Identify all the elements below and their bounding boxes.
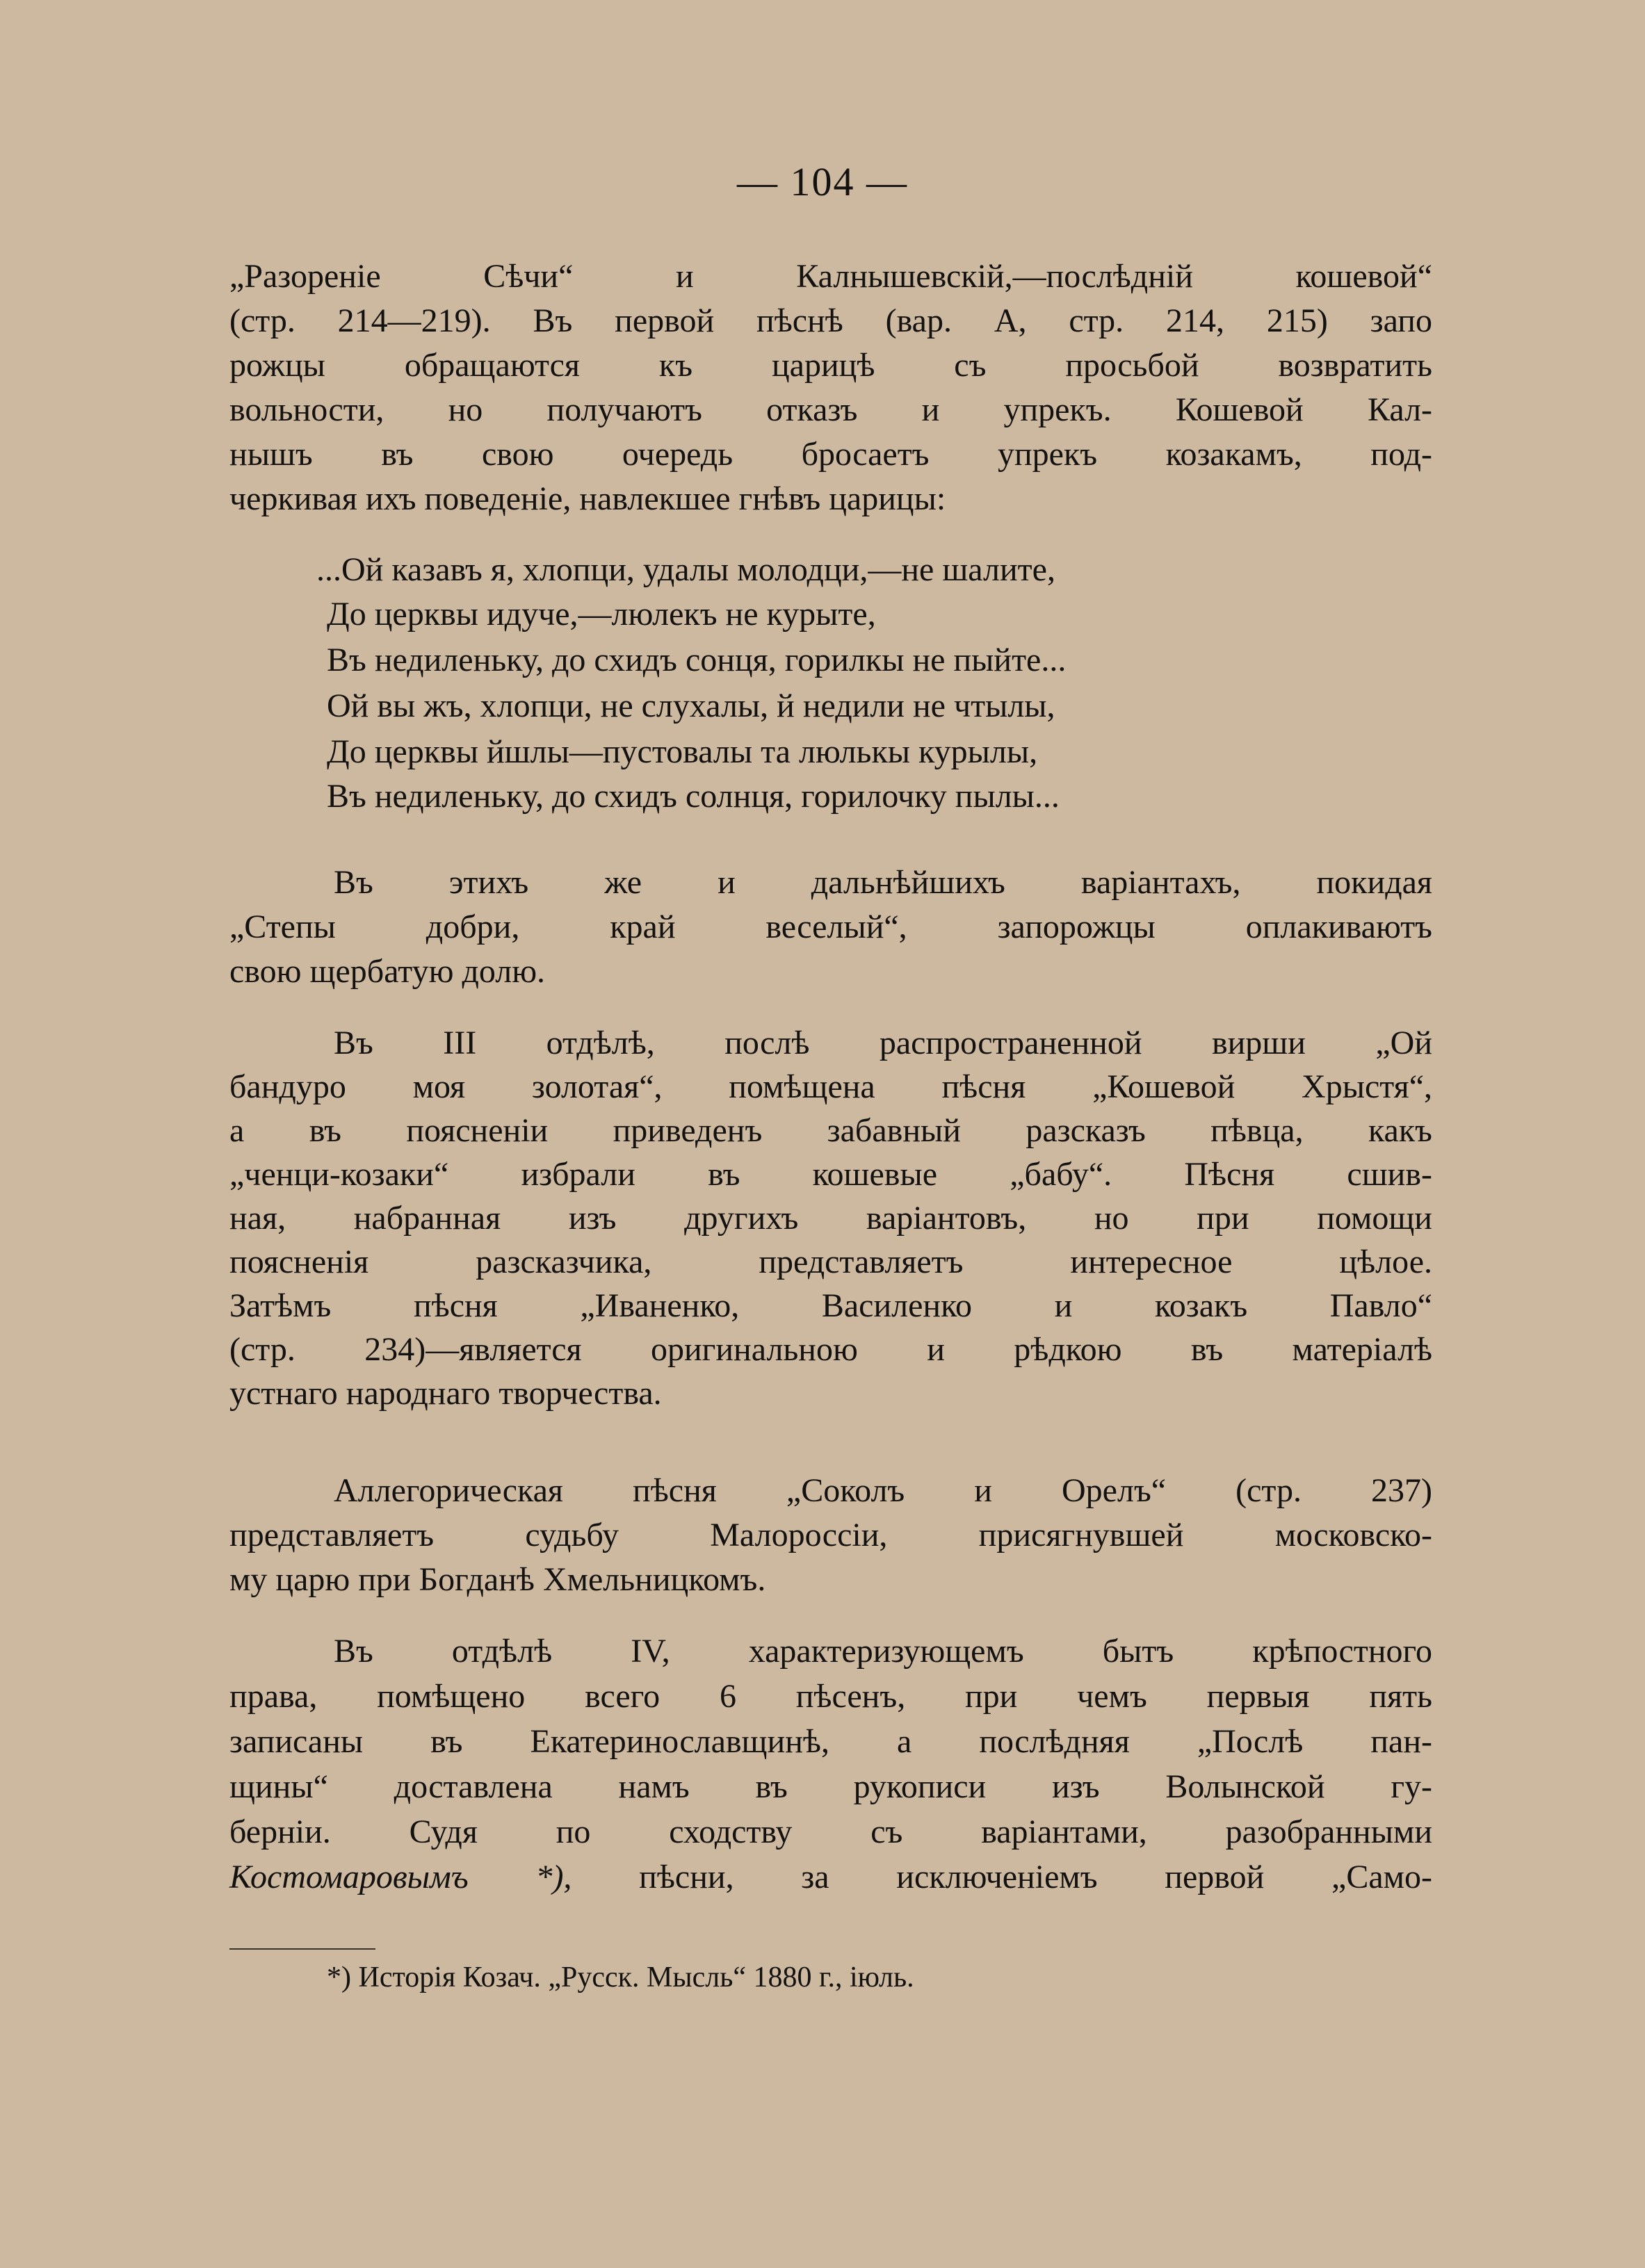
text-line: нышъ въ свою очередь бросаетъ упрекъ козакамъ, под- xyxy=(229,436,1432,473)
text-line: Въ этихъ же и дальнѣйшихъ варіантахъ, покидая xyxy=(334,864,1432,901)
text-line: Затѣмъ пѣсня „Иваненко, Василенко и козакъ Павло“ xyxy=(229,1287,1432,1324)
text-line: му царю при Богданѣ Хмельницкомъ. xyxy=(229,1561,766,1598)
text-line: „ченци-козаки“ избрали въ кошевые „бабу“. Пѣсня сшив- xyxy=(229,1156,1432,1193)
text-line: черкивая ихъ поведеніе, навлекшее гнѣвъ царицы: xyxy=(229,480,946,517)
text-line: ная, набранная изъ другихъ варіантовъ, но при помощи xyxy=(229,1200,1432,1237)
text-line: записаны въ Екатеринославщинѣ, а послѣдняя „Послѣ пан- xyxy=(229,1723,1432,1760)
author-name-italic: Костомаровымъ xyxy=(229,1859,469,1895)
footnote-mark: *), xyxy=(468,1859,572,1895)
text-line: берніи. Судя по сходству съ варіантами, разобранными xyxy=(229,1813,1432,1850)
text-line: устнаго народнаго творчества. xyxy=(229,1375,662,1412)
verse-line: До церквы йшлы—пустовалы та люлькы курылы, xyxy=(327,733,1038,770)
footnote: *) Исторія Козач. „Русск. Мысль“ 1880 г., іюль. xyxy=(327,1961,914,1993)
text-line: Въ отдѣлѣ IV, характеризующемъ бытъ крѣпостного xyxy=(334,1633,1432,1670)
verse-line: Въ недиленьку, до схидъ солнця, горилочку пылы... xyxy=(327,778,1060,815)
text-line: рожцы обращаются къ царицѣ съ просьбой возвратить xyxy=(229,347,1432,384)
text-line: свою щербатую долю. xyxy=(229,953,546,990)
text-line: (стр. 234)—является оригинальною и рѣдкою въ матеріалѣ xyxy=(229,1331,1432,1368)
text-line: представляетъ судьбу Малороссіи, присягнувшей московско- xyxy=(229,1517,1432,1553)
verse-line: До церквы идуче,—люлекъ не курыте, xyxy=(327,596,876,633)
verse-line: Ой вы жъ, хлопци, не слухалы, й недили не чтылы, xyxy=(327,687,1055,724)
text-line: „Степы добри, край веселый“, запорожцы оплакиваютъ xyxy=(229,908,1432,945)
verse-line: Въ недиленьку, до схидъ сонця, горилкы не пыйте... xyxy=(327,642,1067,678)
text-line: Въ III отдѣлѣ, послѣ распространенной вирши „Ой xyxy=(334,1025,1432,1061)
text-line-rest: пѣсни, за исключеніемъ первой „Само- xyxy=(572,1859,1433,1895)
text-line: бандуро моя золотая“, помѣщена пѣсня „Кошевой Хрыстя“, xyxy=(229,1068,1432,1105)
text-line: Аллегорическая пѣсня „Соколъ и Орелъ“ (стр. 237) xyxy=(334,1472,1432,1509)
page-number: — 104 — xyxy=(737,159,908,204)
text-line: (стр. 214—219). Въ первой пѣснѣ (вар. А, стр. 214, 215) запо xyxy=(229,302,1432,339)
text-line xyxy=(229,1857,1432,1898)
footnote-divider xyxy=(229,1948,375,1950)
text-line: поясненія разсказчика, представляетъ интересное цѣлое. xyxy=(229,1243,1432,1280)
verse-line: ...Ой казавъ я, хлопци, удалы молодци,—не шалите, xyxy=(316,551,1055,588)
text-line: а въ поясненіи приведенъ забавный разсказъ пѣвца, какъ xyxy=(229,1112,1432,1149)
text-line: вольности, но получаютъ отказъ и упрекъ. Кошевой Кал- xyxy=(229,391,1432,428)
text-line: „Разореніе Сѣчи“ и Калнышевскій,—послѣдній кошевой“ xyxy=(229,258,1432,295)
text-line: права, помѣщено всего 6 пѣсенъ, при чемъ первыя пять xyxy=(229,1678,1432,1715)
text-line: щины“ доставлена намъ въ рукописи изъ Волынской гу- xyxy=(229,1768,1432,1805)
